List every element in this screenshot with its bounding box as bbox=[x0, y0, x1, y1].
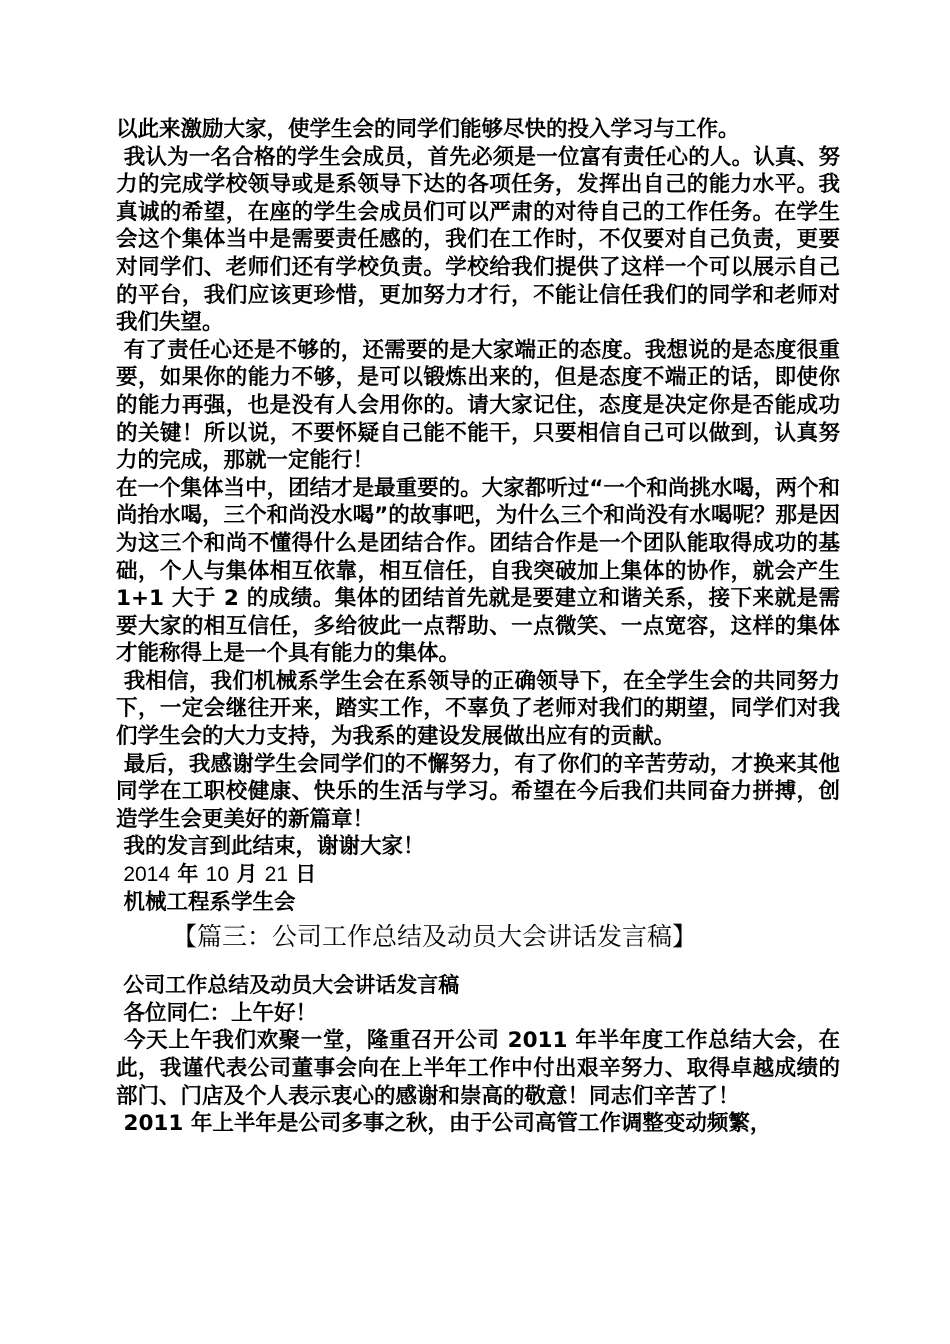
paragraph-motivation: 以此来激励大家，使学生会的同学们能够尽快的投入学习与工作。 bbox=[116, 117, 740, 142]
date-year-unit: 年 bbox=[170, 862, 206, 887]
paragraph-attitude: 有了责任心还是不够的，还需要的是大家端正的态度。我想说的是态度很重要，如果你的能力不够，是可以锻炼出来的，但是态度不端正的话，即使你的能力再强，也是没有人会用你的。请大家记住，态度是决定你是否能成功的关键！所以说，不要怀疑自己能不能干，只要相信自己可以做到，认真努力的完成，那就一定能行！ bbox=[116, 337, 840, 474]
date-day: 21 bbox=[264, 863, 288, 887]
document-page bbox=[116, 116, 848, 1138]
date-line bbox=[116, 861, 840, 889]
paragraph-confidence: 我相信，我们机械系学生会在系领导的正确领导下，在全学生会的共同努力下，一定会继往开来，踏实工作，不辜负了老师对我们的期望，同学们对我们学生会的大力支持，为我系的建设发展做出应有的贡献。 bbox=[116, 668, 840, 750]
closing-line: 我的发言到此结束，谢谢大家！ bbox=[116, 834, 425, 860]
section-title: 【篇三：公司工作总结及动员大会讲话发言稿】 bbox=[172, 922, 698, 952]
signature: 机械工程系学生会 bbox=[116, 889, 296, 915]
speech-paragraph-opening: 今天上午我们欢聚一堂，隆重召开公司 2011 年半年度工作总结大会，在此，我谨代表公司董事会向在上半年工作中付出艰辛努力、取得卓越成绩的部门、门店及个人表示衷心的感谢和崇高的敬意！同志们辛苦了！ bbox=[116, 1028, 840, 1109]
speech-paragraph-review: 2011 年上半年是公司多事之秋，由于公司高管工作调整变动频繁， bbox=[116, 1111, 772, 1137]
date-month-unit: 月 bbox=[229, 862, 265, 887]
date-month: 10 bbox=[205, 863, 230, 887]
paragraph-thanks: 最后，我感谢学生会同学们的不懈努力，有了你们的辛苦劳动，才换来其他同学在工职校健康、快乐的生活与学习。希望在今后我们共同奋力拼搏，创造学生会更美好的新篇章！ bbox=[116, 751, 840, 832]
paragraph-responsibility: 我认为一名合格的学生会成员，首先必须是一位富有责任心的人。认真、努力的完成学校领导或是系领导下达的各项任务，发挥出自己的能力水平。我真诚的希望，在座的学生会成员们可以严肃的对待自己的工作任务。在学生会这个集体当中是需要责任感的，我们在工作时，不仅要对自己负责，更要对同学们、老师们还有学校负责。学校给我们提供了这样一个可以展示自己的平台，我们应该更珍惜，更加努力才行，不能让信任我们的同学和老师对我们失望。 bbox=[116, 144, 840, 336]
speech-title: 公司工作总结及动员大会讲话发言稿 bbox=[116, 973, 460, 998]
speech-greeting: 各位同仁：上午好！ bbox=[116, 1000, 317, 1026]
date-day-unit: 日 bbox=[288, 862, 317, 887]
paragraph-teamwork: 在一个集体当中，团结才是最重要的。大家都听过“一个和尚挑水喝，两个和尚抬水喝，三个和尚没水喝”的故事吧，为什么三个和尚没有水喝呢？那是因为这三个和尚不懂得什么是团结合作。团结合作是一个团队能取得成功的基础，个人与集体相互依靠，相互信任，自我突破加上集体的协作，就会产生 1+1 大于 2 的成绩。集体的团结首先就是要建立和谐关系，接下来就是需要大家的相互信任，多给彼此一点帮助、一点微笑、一点宽容，这样的集体才能称得上是一个具有能力的集体。 bbox=[116, 475, 848, 667]
date-year: 2014 bbox=[123, 863, 171, 887]
